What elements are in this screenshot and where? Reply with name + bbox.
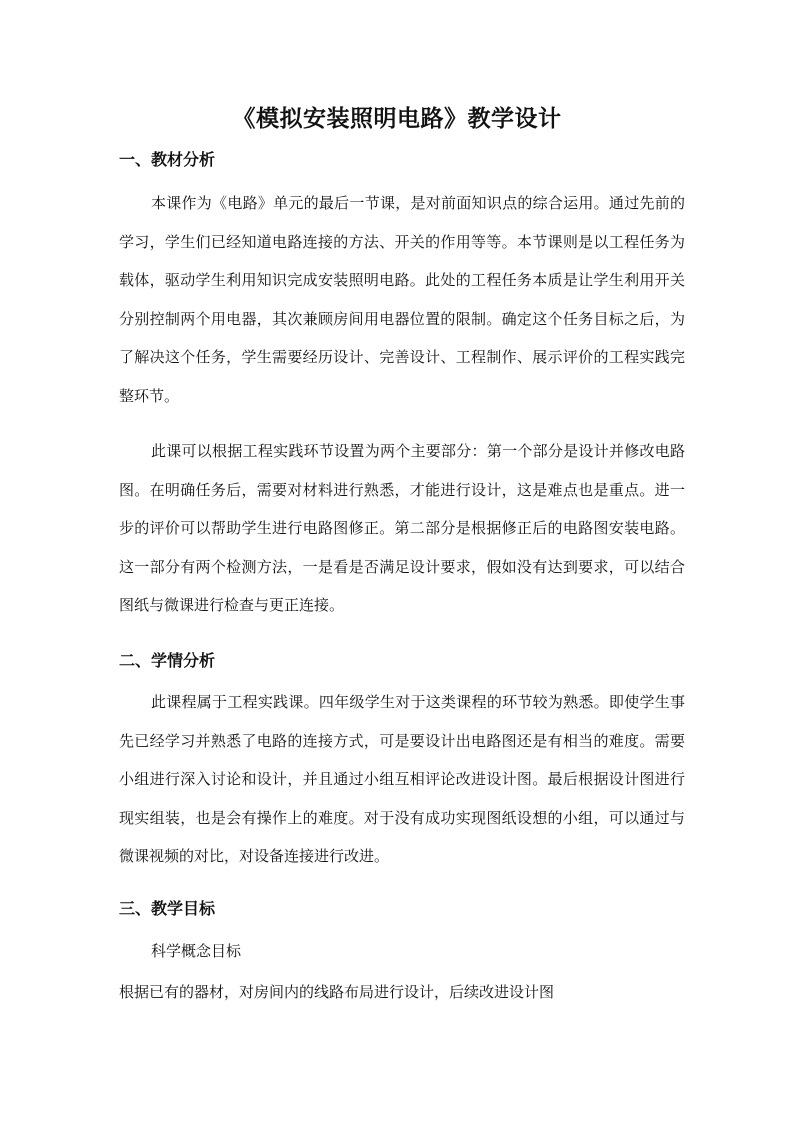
paragraph-textbook-analysis-2: 此课可以根据工程实践环节设置为两个主要部分：第一个部分是设计并修改电路图。在明确任务后，需要对材料进行熟悉，才能进行设计，这是难点也是重点。进一步的评价可以帮助学生进行电路图修正。第二部分是根据修正后的电路图安装电路。这一部分有两个检测方法，一是看是否满足设计要求，假如没有达到要求，可以结合图纸与微课进行检查与更正连接。 — [119, 442, 685, 614]
section-heading-learner-analysis: 二、学情分析 — [119, 651, 216, 670]
paragraph-textbook-analysis-1: 本课作为《电路》单元的最后一节课，是对前面知识点的综合运用。通过先前的学习，学生们已经知道电路连接的方法、开关的作用等等。本节课则是以工程任务为载体，驱动学生利用知识完成安装照明电路。此处的工程任务本质是让学生利用开关分别控制两个用电器，其次兼顾房间用电器位置的限制。确定这个任务目标之后，为了解决这个任务，学生需要经历设计、完善设计、工程制作、展示评价的工程实践完整环节。 — [119, 194, 685, 405]
paragraph-learner-analysis-1: 此课程属于工程实践课。四年级学生对于这类课程的环节较为熟悉。即使学生事先已经学习并熟悉了电路的连接方式，可是要设计出电路图还是有相当的难度。需要小组进行深入讨论和设计，并且通过小组互相评论改进设计图。最后根据设计图进行现实组装，也是会有操作上的难度。对于没有成功实现图纸设想的小组，可以通过与微课视频的对比，对设备连接进行改进。 — [119, 693, 685, 865]
paragraph-science-concept-goal: 科学概念目标 — [151, 942, 242, 960]
section-heading-teaching-goals: 三、教学目标 — [119, 899, 216, 918]
paragraph-science-concept-detail: 根据已有的器材，对房间内的线路布局进行设计，后续改进设计图 — [119, 983, 555, 1001]
section-heading-textbook-analysis: 一、教材分析 — [119, 150, 216, 169]
document-title: 《模拟安装照明电路》教学设计 — [232, 106, 562, 132]
